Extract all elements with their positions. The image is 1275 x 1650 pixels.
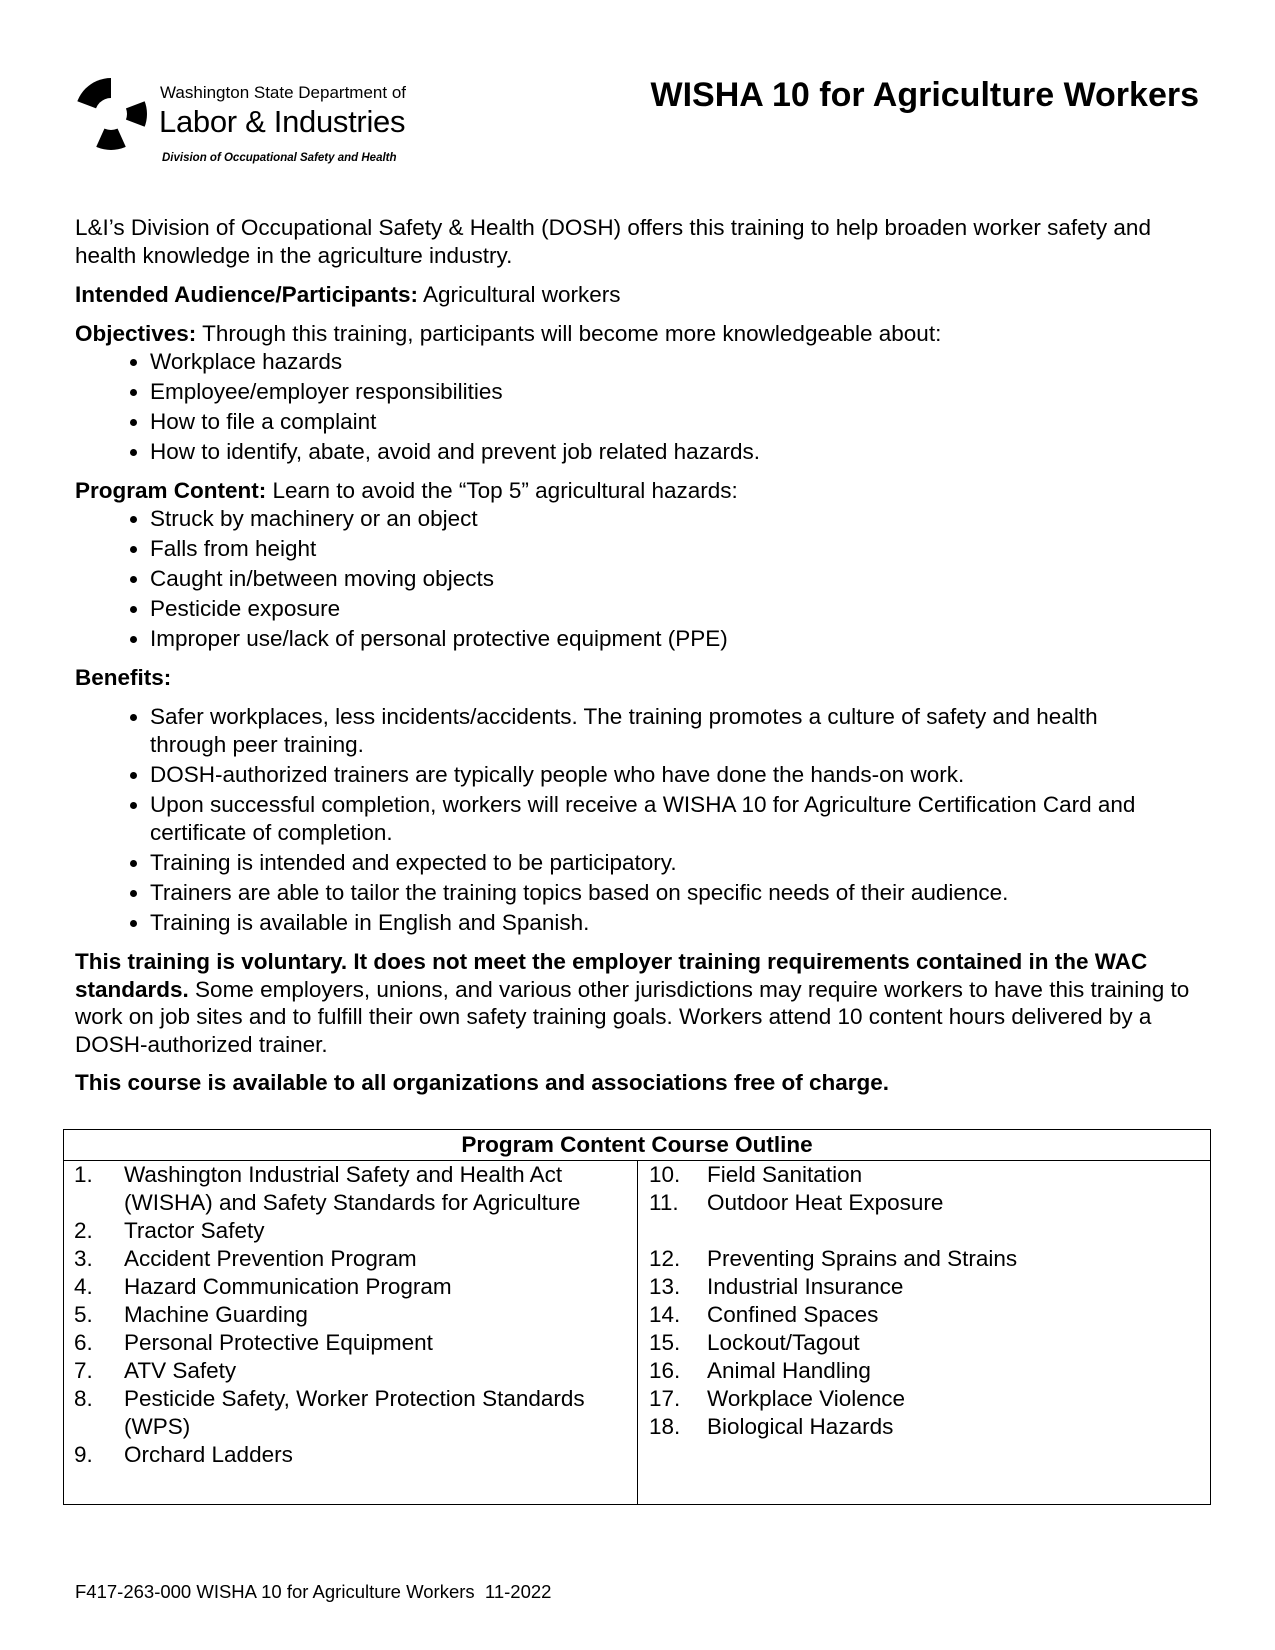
list-item: • Struck by machinery or an object	[150, 505, 1205, 533]
agency-line-3: Division of Occupational Safety and Health	[162, 152, 397, 164]
audience-text: Agricultural workers	[417, 282, 621, 307]
document-body	[75, 214, 1205, 1108]
list-item: • Trainers are able to tailor the training topics based on specific needs of their audience.	[150, 879, 1165, 907]
voluntary-paragraph	[75, 948, 1205, 1058]
lni-logo-icon	[74, 74, 148, 154]
outline-item: 3. Accident Prevention Program	[74, 1246, 417, 1271]
objectives-paragraph	[75, 320, 1205, 348]
benefits-label: Benefits:	[75, 665, 172, 690]
outline-spacer	[638, 1217, 1210, 1245]
outline-item: 17. Workplace Violence	[649, 1386, 906, 1411]
outline-item: 2. Tractor Safety	[74, 1218, 265, 1243]
course-outline-table	[63, 1129, 1211, 1505]
objectives-list	[75, 348, 1205, 466]
program-content-label: Program Content:	[75, 478, 267, 503]
outline-item: 6. Personal Protective Equipment	[74, 1330, 433, 1355]
outline-item: 7. ATV Safety	[74, 1358, 237, 1383]
list-item: • Pesticide exposure	[150, 595, 1205, 623]
outline-item: 10. Field Sanitation	[649, 1162, 863, 1187]
list-item: • DOSH-authorized trainers are typically people who have done the hands-on work.	[150, 761, 1165, 789]
outline-column-left	[64, 1161, 638, 1505]
outline-item: 9. Orchard Ladders	[74, 1442, 293, 1467]
audience-label: Intended Audience/Participants:	[75, 282, 418, 307]
program-content-paragraph	[75, 477, 1205, 505]
free-of-charge-notice: This course is available to all organizations and associations free of charge.	[75, 1070, 889, 1095]
objectives-label: Objectives:	[75, 321, 197, 346]
list-item: • Workplace hazards	[150, 348, 1205, 376]
outline-item: 14. Confined Spaces	[649, 1302, 879, 1327]
intro-paragraph: L&I’s Division of Occupational Safety & Health (DOSH) offers this training to help broaden worker safety and health knowledge in the agriculture industry.	[75, 215, 1151, 268]
audience-paragraph	[75, 281, 1205, 309]
voluntary-text: Some employers, unions, and various other jurisdictions may require workers to have this training to work on job sites and to fulfill their own safety training goals. Workers attend 10 content hours delivered by a DOSH-authorized trainer.	[75, 976, 1190, 1057]
list-item: • Training is intended and expected to be participatory.	[150, 849, 1165, 877]
outline-item: 5. Machine Guarding	[74, 1302, 308, 1327]
list-item: • Falls from height	[150, 535, 1205, 563]
objectives-text: Through this training, participants will become more knowledgeable about:	[196, 321, 942, 346]
agency-line-1: Washington State Department of	[160, 83, 407, 102]
voluntary-bold-text: This training is voluntary. It does not meet the employer training requirements contained in the WAC standards.	[75, 949, 1148, 1002]
agency-logo	[74, 74, 434, 174]
agency-line-2: Labor & Industries	[159, 104, 406, 139]
list-item: • Improper use/lack of personal protective equipment (PPE)	[150, 625, 1205, 653]
form-number-footer: F417-263-000 WISHA 10 for Agriculture Workers 11-2022	[75, 1581, 552, 1602]
outline-item: 11. Outdoor Heat Exposure	[649, 1190, 944, 1215]
list-item: • How to file a complaint	[150, 408, 1205, 436]
outline-item: 16. Animal Handling	[649, 1358, 871, 1383]
list-item: • Training is available in English and Spanish.	[150, 909, 1165, 937]
outline-item: 18. Biological Hazards	[649, 1414, 894, 1439]
list-item: • Caught in/between moving objects	[150, 565, 1205, 593]
outline-item: 8. Pesticide Safety, Worker Protection Standards (WPS)	[74, 1386, 585, 1439]
outline-item: 13. Industrial Insurance	[649, 1274, 904, 1299]
list-item: • Employee/employer responsibilities	[150, 378, 1205, 406]
outline-item: 15. Lockout/Tagout	[649, 1330, 860, 1355]
outline-item: 1. Washington Industrial Safety and Health Act (WISHA) and Safety Standards for Agriculture	[74, 1162, 581, 1215]
course-outline-title: Program Content Course Outline	[64, 1130, 1210, 1161]
program-content-text: Learn to avoid the “Top 5” agricultural hazards:	[266, 478, 738, 503]
outline-item: 12. Preventing Sprains and Strains	[649, 1246, 1018, 1271]
outline-item: 4. Hazard Communication Program	[74, 1274, 452, 1299]
document-title: WISHA 10 for Agriculture Workers	[650, 76, 1199, 114]
benefits-list	[75, 703, 1205, 937]
outline-column-right	[638, 1161, 1210, 1505]
list-item: • How to identify, abate, avoid and prevent job related hazards.	[150, 438, 1205, 466]
list-item: • Safer workplaces, less incidents/accidents. The training promotes a culture of safety and health through peer training.	[150, 703, 1165, 759]
course-outline-body	[64, 1161, 1210, 1505]
list-item: • Upon successful completion, workers will receive a WISHA 10 for Agriculture Certification Card and certificate of completion.	[150, 791, 1165, 847]
hazards-list	[75, 505, 1205, 653]
